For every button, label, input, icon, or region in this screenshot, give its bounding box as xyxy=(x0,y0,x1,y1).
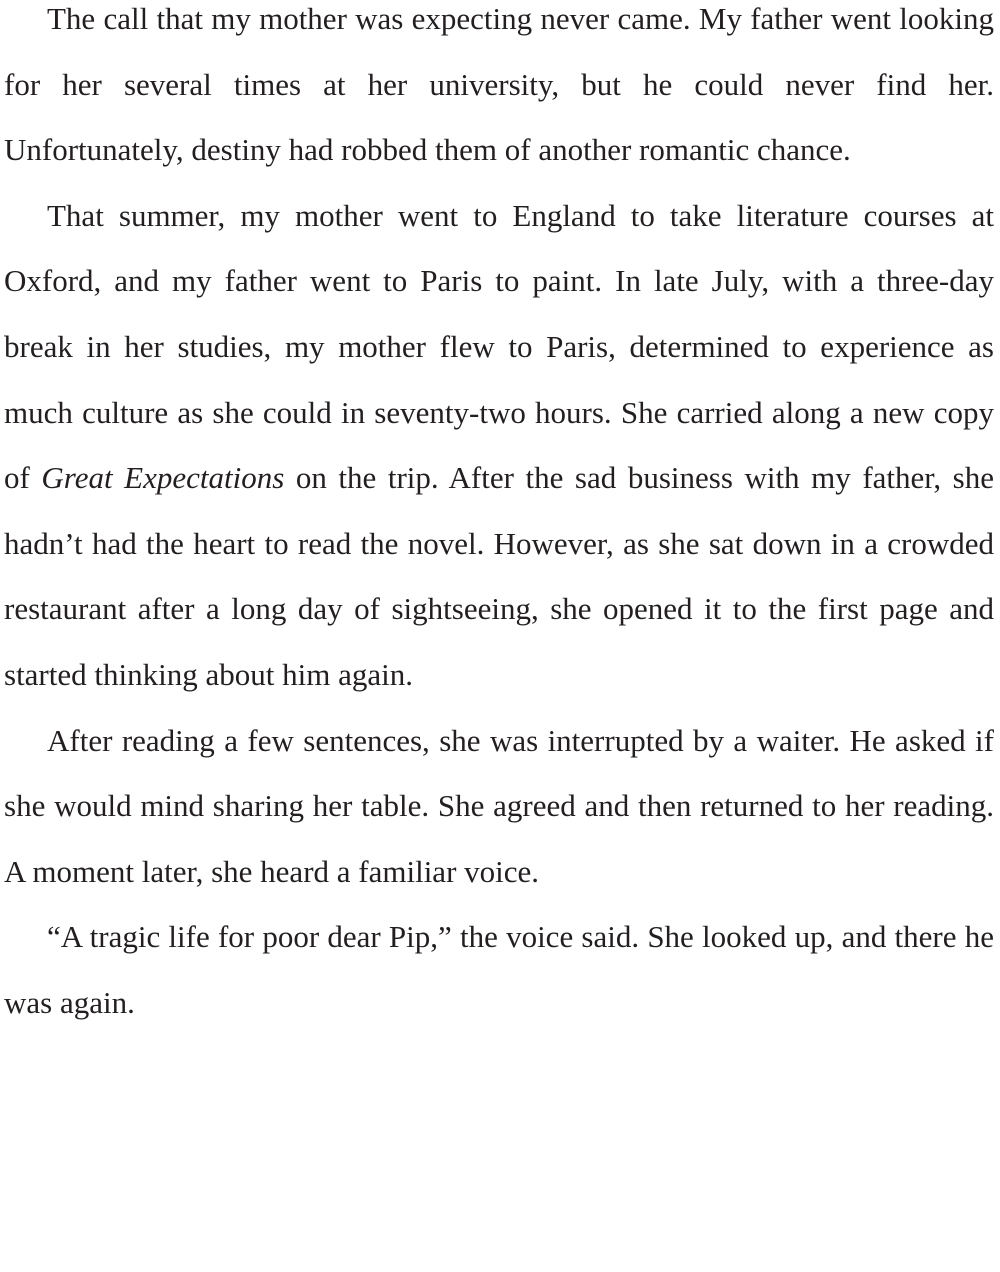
paragraph-3: After reading a few sentences, she was interrupted by a waiter. He asked if she would mind sharing her table. She agreed and then returned to her reading. A moment later, she heard a familiar voice. xyxy=(4,722,994,889)
paragraph-2-text-start: That summer, my mother went to England to take literature courses at Oxford, and my father went to Paris to paint. In late July, with a three-day break in her studies, my mother flew to Paris, determined to experience as much culture as she could in seventy-two hours. She carried along a new copy of xyxy=(4,197,994,496)
paragraph-2-text-end: on the trip. After the sad business with my father, she hadn’t had the heart to read the novel. However, as she sat down in a crowded restaurant after a long day of sightseeing, she opened it to the first page and started thinking about him again. xyxy=(4,460,994,692)
paragraph-1: The call that my mother was expecting never came. My father went looking for her several times at her university, but he could never find her. Unfortunately, destiny had robbed them of another romantic chance. xyxy=(4,1,994,168)
book-page xyxy=(4,0,994,1036)
book-title-italic: Great Expectations xyxy=(41,460,285,496)
paragraph-2 xyxy=(4,183,994,708)
paragraph-4: “A tragic life for poor dear Pip,” the voice said. She looked up, and there he was again. xyxy=(4,919,994,1020)
